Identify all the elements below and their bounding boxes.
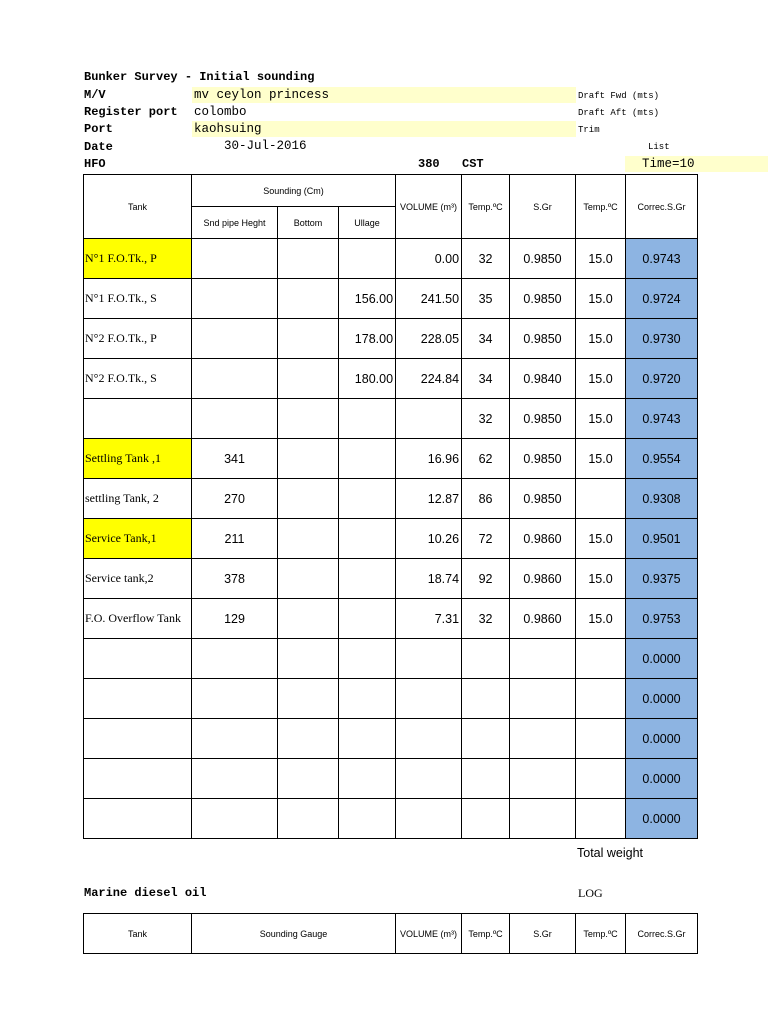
cell-snd-pipe: 129 (192, 599, 278, 639)
cell-volume: 228.05 (396, 319, 462, 359)
cell-volume: 241.50 (396, 279, 462, 319)
cell-tank: N°2 F.O.Tk., P (84, 319, 192, 359)
cell-volume: 10.26 (396, 519, 462, 559)
cell-sgr (510, 639, 576, 679)
table-row (84, 679, 698, 719)
cell-sgr: 0.9840 (510, 359, 576, 399)
cell-snd-pipe (192, 399, 278, 439)
cell-snd-pipe (192, 279, 278, 319)
cell-ullage (339, 559, 396, 599)
register-port-value: colombo (194, 105, 247, 119)
cell-temp: 62 (462, 439, 510, 479)
cell-sgr: 0.9850 (510, 319, 576, 359)
cell-tank: Service Tank,1 (84, 519, 192, 559)
col-header-sounding: Sounding (Cm) (192, 175, 396, 207)
cell-ullage (339, 639, 396, 679)
mv-value: mv ceylon princess (194, 88, 330, 102)
fuel-grade-unit: CST (462, 157, 484, 171)
total-weight-label: Total weight (577, 846, 644, 860)
cell-volume (396, 679, 462, 719)
cell-temp-ref: 15.0 (576, 319, 626, 359)
cell-corrected-sgr: 0.9743 (626, 239, 698, 279)
cell-sgr (510, 719, 576, 759)
cell-tank (84, 719, 192, 759)
cell-corrected-sgr: 0.9554 (626, 439, 698, 479)
port-value: kaohsuing (194, 122, 262, 136)
cell-temp (462, 679, 510, 719)
cell-bottom (278, 799, 339, 839)
table-row (84, 599, 698, 639)
cell-corrected-sgr: 0.9308 (626, 479, 698, 519)
cell-ullage: 180.00 (339, 359, 396, 399)
cell-ullage (339, 479, 396, 519)
cell-temp-ref: 15.0 (576, 439, 626, 479)
cell-sgr (510, 759, 576, 799)
cell-corrected-sgr: 0.9720 (626, 359, 698, 399)
fuel-type-label: HFO (84, 157, 106, 171)
hfo-sounding-table (83, 174, 698, 839)
cell-temp (462, 639, 510, 679)
cell-snd-pipe (192, 759, 278, 799)
cell-bottom (278, 359, 339, 399)
trim-label: Trim (578, 125, 600, 135)
cell-ullage (339, 759, 396, 799)
cell-ullage (339, 239, 396, 279)
cell-temp-ref (576, 679, 626, 719)
table-row (84, 439, 698, 479)
log-label: LOG (578, 886, 603, 900)
cell-sgr (510, 679, 576, 719)
cell-temp: 86 (462, 479, 510, 519)
draft-fwd-label: Draft Fwd (mts) (578, 91, 660, 101)
cell-corrected-sgr: 0.0000 (626, 799, 698, 839)
hfo-table-body (84, 239, 698, 839)
cell-tank (84, 639, 192, 679)
cell-snd-pipe: 270 (192, 479, 278, 519)
fuel-grade: 380 (418, 157, 440, 171)
cell-ullage (339, 519, 396, 559)
mv-label: M/V (84, 88, 106, 102)
cell-temp-ref (576, 639, 626, 679)
cell-ullage (339, 719, 396, 759)
cell-sgr: 0.9850 (510, 279, 576, 319)
cell-volume: 224.84 (396, 359, 462, 399)
col-header-ullage: Ullage (339, 207, 396, 239)
mdo-col-header-corrected-sgr: Correc.S.Gr (626, 914, 698, 954)
cell-tank: N°1 F.O.Tk., S (84, 279, 192, 319)
cell-sgr: 0.9860 (510, 599, 576, 639)
table-row (84, 719, 698, 759)
cell-bottom (278, 319, 339, 359)
cell-temp-ref: 15.0 (576, 279, 626, 319)
cell-tank (84, 679, 192, 719)
cell-corrected-sgr: 0.0000 (626, 719, 698, 759)
cell-corrected-sgr: 0.9730 (626, 319, 698, 359)
cell-bottom (278, 679, 339, 719)
cell-bottom (278, 239, 339, 279)
cell-tank: Settling Tank ,1 (84, 439, 192, 479)
cell-temp-ref (576, 719, 626, 759)
col-header-sgr: S.Gr (510, 175, 576, 239)
cell-volume: 16.96 (396, 439, 462, 479)
cell-bottom (278, 759, 339, 799)
mdo-title: Marine diesel oil (84, 886, 207, 900)
cell-snd-pipe: 378 (192, 559, 278, 599)
cell-tank: N°1 F.O.Tk., P (84, 239, 192, 279)
cell-temp-ref: 15.0 (576, 399, 626, 439)
cell-snd-pipe (192, 719, 278, 759)
survey-title: Bunker Survey - Initial sounding (84, 70, 315, 84)
cell-snd-pipe (192, 319, 278, 359)
cell-corrected-sgr: 0.9743 (626, 399, 698, 439)
cell-sgr: 0.9850 (510, 399, 576, 439)
cell-sgr: 0.9850 (510, 479, 576, 519)
list-label: List (648, 142, 670, 152)
table-row (84, 519, 698, 559)
cell-temp: 35 (462, 279, 510, 319)
cell-snd-pipe (192, 359, 278, 399)
cell-snd-pipe: 341 (192, 439, 278, 479)
mdo-col-header-gauge: Sounding Gauge (192, 914, 396, 954)
cell-bottom (278, 599, 339, 639)
cell-snd-pipe (192, 679, 278, 719)
col-header-bottom: Bottom (278, 207, 339, 239)
cell-temp: 92 (462, 559, 510, 599)
cell-volume (396, 399, 462, 439)
cell-temp: 32 (462, 239, 510, 279)
cell-volume (396, 759, 462, 799)
cell-corrected-sgr: 0.9753 (626, 599, 698, 639)
cell-corrected-sgr: 0.9724 (626, 279, 698, 319)
cell-tank: settling Tank, 2 (84, 479, 192, 519)
cell-tank: Service tank,2 (84, 559, 192, 599)
cell-bottom (278, 559, 339, 599)
mdo-col-header-tank: Tank (84, 914, 192, 954)
cell-snd-pipe (192, 239, 278, 279)
mdo-col-header-temp-ref: Temp.ºC (576, 914, 626, 954)
cell-volume (396, 799, 462, 839)
table-row (84, 399, 698, 439)
cell-temp-ref: 15.0 (576, 559, 626, 599)
cell-temp-ref: 15.0 (576, 359, 626, 399)
cell-volume: 0.00 (396, 239, 462, 279)
cell-temp-ref: 15.0 (576, 239, 626, 279)
table-row (84, 479, 698, 519)
cell-sgr (510, 799, 576, 839)
cell-bottom (278, 279, 339, 319)
cell-corrected-sgr: 0.9501 (626, 519, 698, 559)
cell-ullage: 178.00 (339, 319, 396, 359)
table-row (84, 759, 698, 799)
cell-tank: N°2 F.O.Tk., S (84, 359, 192, 399)
cell-temp-ref (576, 479, 626, 519)
table-row (84, 359, 698, 399)
cell-temp: 32 (462, 599, 510, 639)
col-header-snd-pipe: Snd pipe Heght (192, 207, 278, 239)
cell-corrected-sgr: 0.0000 (626, 639, 698, 679)
cell-corrected-sgr: 0.9375 (626, 559, 698, 599)
col-header-volume: VOLUME (m³) (396, 175, 462, 239)
date-value: 30-Jul-2016 (224, 139, 307, 153)
cell-tank: F.O. Overflow Tank (84, 599, 192, 639)
cell-bottom (278, 439, 339, 479)
col-header-temp: Temp.ºC (462, 175, 510, 239)
cell-tank (84, 399, 192, 439)
table-row (84, 639, 698, 679)
cell-temp: 32 (462, 399, 510, 439)
cell-tank (84, 759, 192, 799)
cell-volume: 18.74 (396, 559, 462, 599)
cell-volume (396, 719, 462, 759)
table-row (84, 319, 698, 359)
cell-sgr: 0.9860 (510, 519, 576, 559)
cell-corrected-sgr: 0.0000 (626, 759, 698, 799)
date-label: Date (84, 140, 113, 154)
table-row (84, 239, 698, 279)
col-header-temp-ref: Temp.ºC (576, 175, 626, 239)
draft-aft-label: Draft Aft (mts) (578, 108, 660, 118)
cell-temp-ref: 15.0 (576, 519, 626, 559)
cell-sgr: 0.9850 (510, 239, 576, 279)
port-label: Port (84, 122, 113, 136)
mdo-sounding-table (83, 913, 698, 954)
cell-temp (462, 759, 510, 799)
cell-bottom (278, 399, 339, 439)
cell-bottom (278, 479, 339, 519)
cell-ullage (339, 799, 396, 839)
cell-bottom (278, 639, 339, 679)
cell-corrected-sgr: 0.0000 (626, 679, 698, 719)
cell-temp: 72 (462, 519, 510, 559)
cell-volume (396, 639, 462, 679)
table-row (84, 279, 698, 319)
mdo-col-header-volume: VOLUME (m³) (396, 914, 462, 954)
time-value: Time=10 (642, 157, 695, 171)
mdo-col-header-temp: Temp.ºC (462, 914, 510, 954)
cell-temp-ref (576, 799, 626, 839)
cell-temp-ref: 15.0 (576, 599, 626, 639)
col-header-tank: Tank (84, 175, 192, 239)
cell-sgr: 0.9860 (510, 559, 576, 599)
cell-tank (84, 799, 192, 839)
cell-ullage (339, 599, 396, 639)
cell-temp (462, 799, 510, 839)
register-port-label: Register port (84, 105, 178, 119)
cell-temp: 34 (462, 319, 510, 359)
cell-ullage (339, 399, 396, 439)
col-header-corrected-sgr: Correc.S.Gr (626, 175, 698, 239)
cell-snd-pipe (192, 639, 278, 679)
cell-temp-ref (576, 759, 626, 799)
cell-bottom (278, 719, 339, 759)
cell-ullage: 156.00 (339, 279, 396, 319)
cell-volume: 12.87 (396, 479, 462, 519)
cell-snd-pipe: 211 (192, 519, 278, 559)
cell-ullage (339, 439, 396, 479)
cell-temp (462, 719, 510, 759)
cell-temp: 34 (462, 359, 510, 399)
cell-sgr: 0.9850 (510, 439, 576, 479)
cell-ullage (339, 679, 396, 719)
table-row (84, 799, 698, 839)
table-row (84, 559, 698, 599)
cell-snd-pipe (192, 799, 278, 839)
mdo-col-header-sgr: S.Gr (510, 914, 576, 954)
cell-bottom (278, 519, 339, 559)
cell-volume: 7.31 (396, 599, 462, 639)
